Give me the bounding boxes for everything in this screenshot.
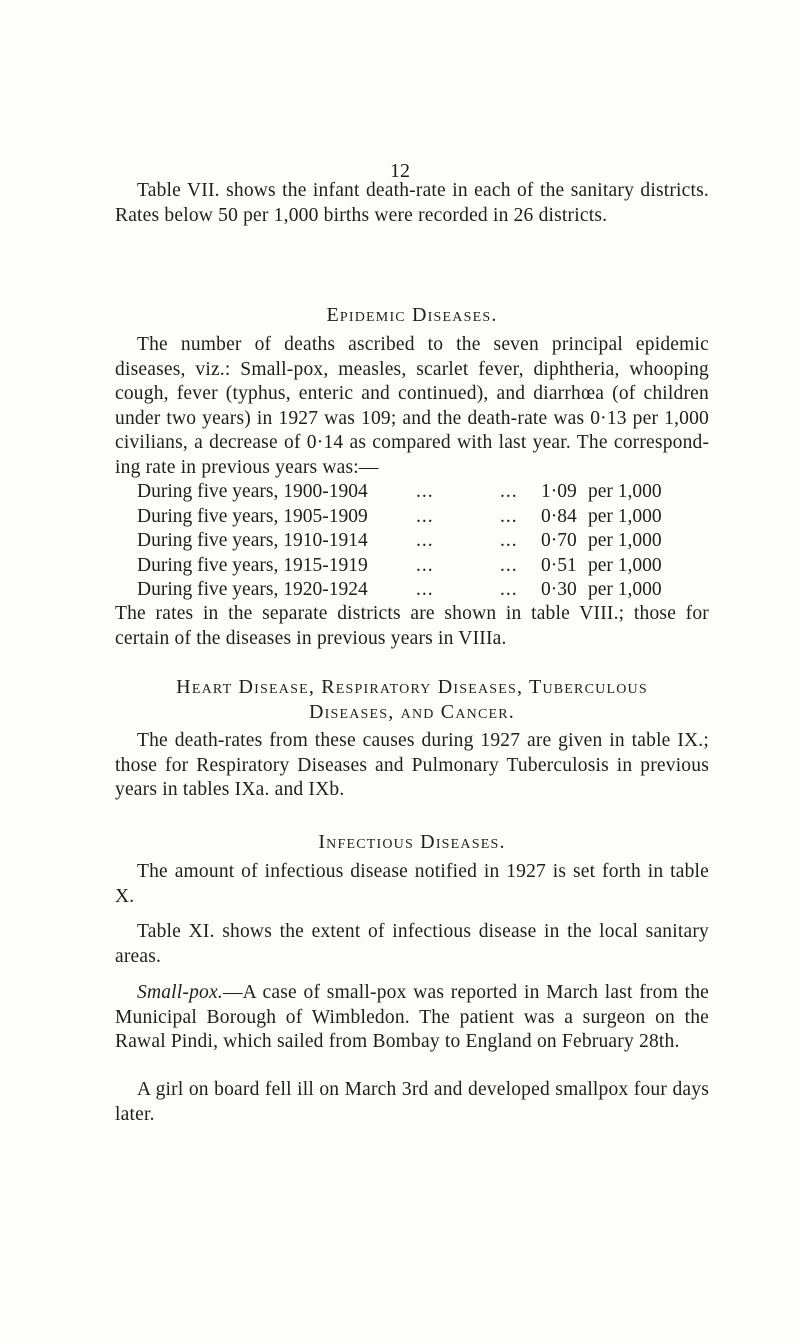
paragraph-text [115,981,709,1055]
rate-value: 0·51 [541,554,577,576]
smallpox-label: Small-pox. [137,982,223,1003]
rate-row [137,480,717,505]
rate-value: 0·70 [541,530,577,551]
rate-unit: per 1,000 [588,481,662,502]
paragraph-text: Table VII. shows the infant death-rate in each of the sanitary districts. Rates below 50 per 1,000 births were recorded in 26 districts. [115,180,709,226]
heading-epidemic-diseases: Epidemic Diseases. [326,304,498,326]
heart-disease-paragraph [115,729,709,803]
leader-dots: ... [500,505,518,527]
rate-period: During five years, 1905-1909 [137,505,368,527]
smallpox-text: —A case of small-pox was reported in March last from the Municipal Borough of Wimbledon. The patient was a surgeon on the Rawal Pindi, which sailed from Bombay to England on February 28th. [115,982,709,1052]
heading-infectious-diseases: Infectious Diseases. [318,831,506,853]
rate-unit: per 1,000 [588,554,662,576]
leader-dots: ... [416,579,434,600]
rate-period: During five years, 1915-1919 [137,554,368,576]
smallpox-paragraph [115,981,709,1055]
paragraph-text: The rates in the separate districts are shown in table VIII.; those for certain of the diseases in previous years in VIIIa. [115,603,709,649]
infectious-paragraph-1 [115,860,709,909]
leader-dots: ... [500,579,518,600]
rate-value: 0·84 [541,505,577,527]
rate-unit: per 1,000 [588,530,662,551]
page-number: 12 [390,160,410,182]
rate-row [137,505,717,530]
rate-period: During five years, 1910-1914 [137,530,368,551]
heading-heart-disease-line2: Diseases, and Cancer. [309,701,515,723]
epidemic-paragraph [115,333,709,480]
separate-districts-paragraph [115,602,709,651]
rate-unit: per 1,000 [588,579,662,600]
paragraph-text: The amount of infectious disease notified in 1927 is set forth in table X. [115,861,709,907]
rate-unit: per 1,000 [588,505,662,527]
rate-row [137,529,717,554]
leader-dots: ... [416,505,434,527]
leader-dots: ... [416,481,434,502]
rate-row [137,578,717,603]
leader-dots: ... [416,554,434,576]
rates-table [137,480,717,603]
rate-period: During five years, 1900-1904 [137,481,368,502]
paragraph-text: A girl on board fell ill on March 3rd and developed smallpox four days later. [115,1079,709,1125]
girl-paragraph [115,1078,709,1127]
leader-dots: ... [500,530,518,551]
rate-value: 1·09 [541,481,577,502]
leader-dots: ... [416,530,434,551]
paragraph-text: The death-rates from these causes during 1927 are given in table IX.; those for Respiratory Diseases and Pulmonary Tuberculosis in previous years in tables IXa. and IXb. [115,730,709,800]
rate-value: 0·30 [541,579,577,600]
infectious-paragraph-2 [115,920,709,969]
rate-row [137,554,717,579]
infant-death-rate-paragraph [115,179,709,228]
leader-dots: ... [500,554,518,576]
rate-period: During five years, 1920-1924 [137,579,368,600]
leader-dots: ... [500,481,518,502]
paragraph-text: Table XI. shows the extent of infectious disease in the local sanitary areas. [115,921,709,967]
heading-heart-disease-line1: Heart Disease, Respiratory Diseases, Tuberculous [176,676,648,698]
paragraph-text: The number of deaths ascribed to the seven principal epidemic diseases, viz.: Small-pox, measles, scarlet fever, diphtheria, whooping cough, fever (typhus, enteric and continued), and diarrhœa (of children under two years) in 1927 was 109; and the death-rate was 0·13 per 1,000 civilians, a decrease of 0·14 as compared with last year. The corresponding rate in previous years was:— [115,334,709,478]
